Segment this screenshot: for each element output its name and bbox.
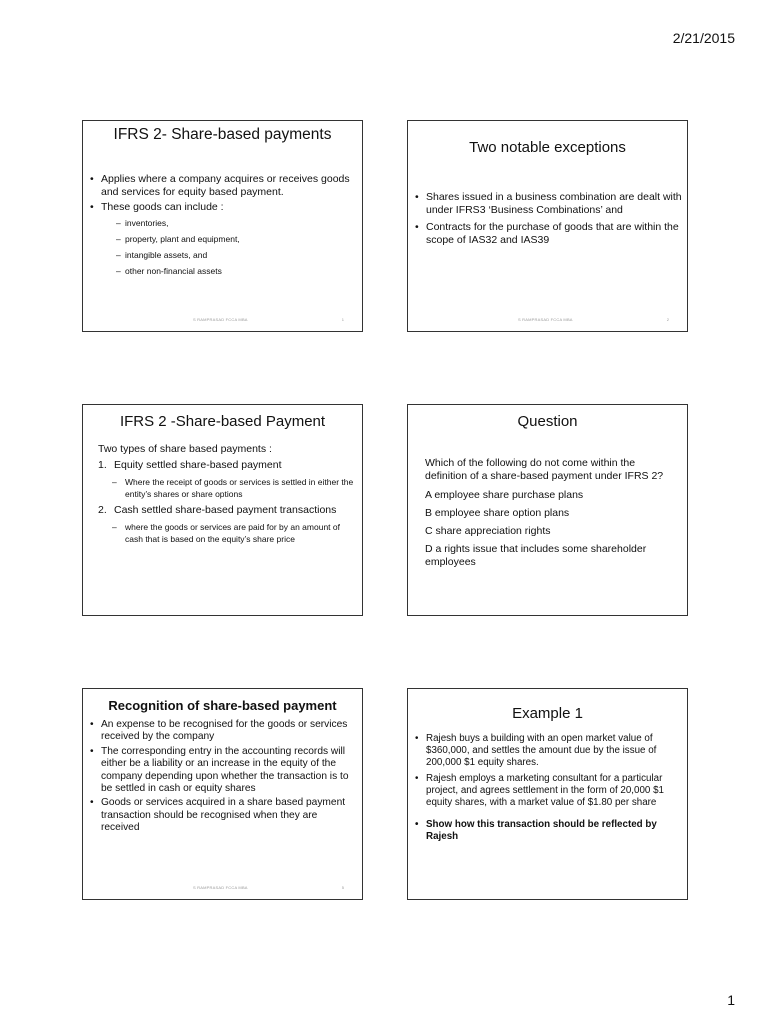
numbered-item — [98, 504, 358, 517]
slide-question — [407, 404, 688, 616]
slide-title: Question — [517, 413, 578, 430]
item-number: 1. — [98, 459, 107, 471]
footer-page: 5 — [341, 885, 344, 890]
slide-footer — [83, 885, 362, 893]
intro-text: Two types of share based payments : — [98, 443, 272, 455]
slide-title: Two notable exceptions — [469, 139, 626, 156]
footer-text: S RAMPRASAD FCCA MBA — [193, 317, 248, 322]
slide-body — [98, 443, 358, 549]
footer-text: S RAMPRASAD FCCA MBA — [518, 317, 573, 322]
slide-footer — [83, 317, 362, 325]
slide-recognition — [82, 688, 363, 900]
slide-body — [410, 191, 683, 249]
question-text: Which of the following do not come within the definition of a share-based payment under IFRS 2? — [425, 457, 664, 482]
footer-page: 2 — [666, 317, 669, 322]
bullet-item: • Rajesh employs a marketing consultant for a particular project, and agrees settlement in the form of 20,000 $1 equity shares, with a market value of $1.80 per share — [410, 773, 683, 809]
sub-bullet-item: – property, plant and equipment, — [85, 233, 358, 245]
sub-bullet-item: – inventories, — [85, 217, 358, 229]
sub-bullet-item: – intangible assets, and — [85, 249, 358, 261]
slide-body — [425, 457, 677, 574]
slide-share-based-payment-types — [82, 404, 363, 616]
slide-example-1 — [407, 688, 688, 900]
slide-body — [85, 719, 358, 837]
item-number: 2. — [98, 504, 107, 516]
answer-option: C share appreciation rights — [425, 525, 551, 537]
sub-bullet-item: – where the goods or services are paid for by an amount of cash that is based on the equity’s share price — [98, 521, 358, 545]
slide-ifrs2-share-based-payments — [82, 120, 363, 332]
bullet-item: • Rajesh buys a building with an open market value of $360,000, and settles the amount due by the issue of 200,000 $1 equity shares. — [410, 733, 683, 769]
slide-title: Recognition of share-based payment — [108, 698, 337, 713]
page-date: 2/21/2015 — [672, 30, 735, 46]
page-number: 1 — [727, 992, 735, 1008]
slide-title: IFRS 2 -Share-based Payment — [119, 413, 326, 430]
sub-bullet-item: – other non-financial assets — [85, 265, 358, 277]
answer-option: B employee share option plans — [425, 507, 570, 519]
slide-title: Example 1 — [512, 705, 583, 722]
item-label: Cash settled share-based payment transactions — [114, 504, 337, 516]
sub-bullet-item: – Where the receipt of goods or services is settled in either the entity’s shares or share options — [98, 476, 358, 500]
slide-two-notable-exceptions — [407, 120, 688, 332]
bullet-item: • The corresponding entry in the accounting records will either be a liability or an increase in the equity of the company depending upon whether the transaction is to be settled in cash or equity shares — [85, 746, 358, 796]
bullet-item: • Shares issued in a business combination are dealt with under IFRS3 ‘Business Combinations’ and — [410, 191, 683, 217]
bullet-item: • Applies where a company acquires or receives goods and services for equity based payment. — [85, 173, 358, 199]
answer-option: D a rights issue that includes some shareholder employees — [425, 543, 647, 568]
footer-page: 1 — [341, 317, 344, 322]
footer-text: S RAMPRASAD FCCA MBA — [193, 885, 248, 890]
slide-footer — [408, 317, 687, 325]
bullet-item: • Goods or services acquired in a share based payment transaction should be recognised when they are received — [85, 797, 358, 834]
answer-option: A employee share purchase plans — [425, 489, 584, 501]
bullet-item: • An expense to be recognised for the goods or services received by the company — [85, 719, 358, 744]
bullet-item-bold: • Show how this transaction should be reflected by Rajesh — [410, 819, 683, 843]
slide-body — [85, 173, 358, 281]
numbered-item — [98, 459, 358, 472]
slide-body — [410, 733, 683, 845]
slide-title: IFRS 2- Share-based payments — [113, 126, 332, 143]
bullet-item: • Contracts for the purchase of goods that are within the scope of IAS32 and IAS39 — [410, 221, 683, 247]
item-label: Equity settled share-based payment — [114, 459, 282, 471]
bullet-item: • These goods can include : — [85, 201, 358, 214]
